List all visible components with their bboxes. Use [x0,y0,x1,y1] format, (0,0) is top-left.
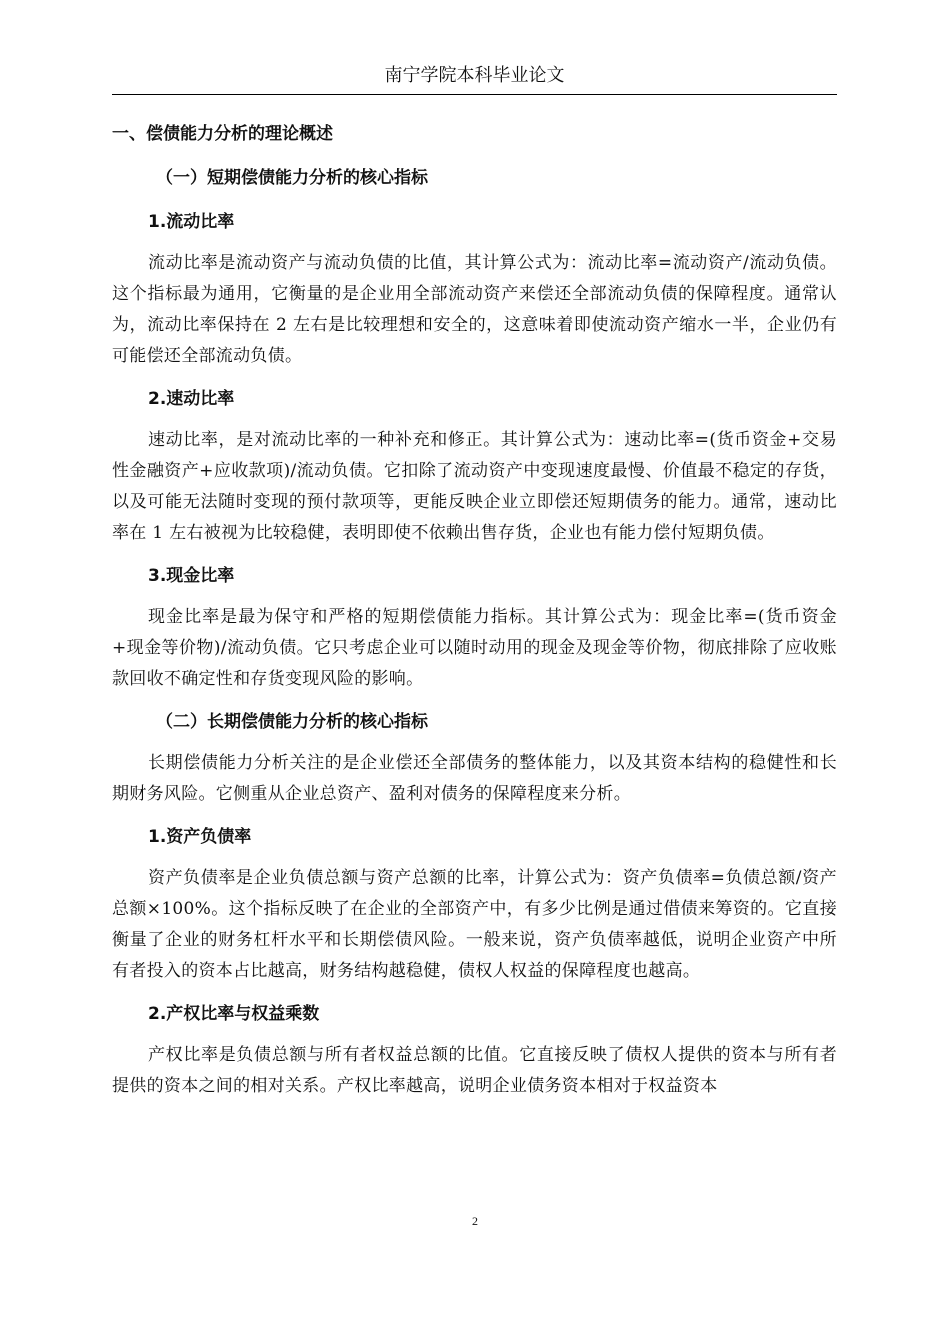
subsection-heading-equity-ratio: 2.产权比率与权益乘数 [148,1004,320,1024]
paragraph-long-term-intro: 长期偿债能力分析关注的是企业偿还全部债务的整体能力，以及其资本结构的稳健性和长期财务风险。它侧重从企业总资产、盈利对债务的保障程度来分析。 [112,753,837,804]
paragraph-equity-ratio: 产权比率是负债总额与所有者权益总额的比值。它直接反映了债权人提供的资本与所有者提供的资本之间的相对关系。产权比率越高，说明企业债务资本相对于权益资本 [112,1045,837,1096]
subsection-heading-current-ratio: 1.流动比率 [148,212,235,232]
header-title: 南宁学院本科毕业论文 [384,65,565,86]
document-body [112,116,837,1111]
section-heading-long-term: （二）长期偿债能力分析的核心指标 [156,712,428,732]
paragraph-cash-ratio: 现金比率是最为保守和严格的短期偿债能力指标。其计算公式为：现金比率=(货币资金+现金等价物)/流动负债。它只考虑企业可以随时动用的现金及现金等价物，彻底排除了应收账款回收不确定性和存货变现风险的影响。 [112,607,837,689]
subsection-heading-debt-ratio: 1.资产负债率 [148,827,252,847]
subsection-heading-cash-ratio: 3.现金比率 [148,566,235,586]
chapter-heading: 一、偿债能力分析的理论概述 [112,124,333,144]
paragraph-current-ratio: 流动比率是流动资产与流动负债的比值，其计算公式为：流动比率=流动资产/流动负债。这个指标最为通用，它衡量的是企业用全部流动资产来偿还全部流动负债的保障程度。通常认为，流动比率保持在 2 左右是比较理想和安全的，这意味着即使流动资产缩水一半，企业仍有可能偿还全部流动负债。 [112,253,837,366]
paragraph-quick-ratio: 速动比率，是对流动比率的一种补充和修正。其计算公式为：速动比率=(货币资金+交易性金融资产+应收款项)/流动负债。它扣除了流动资产中变现速度最慢、价值最不稳定的存货，以及可能无法随时变现的预付款项等，更能反映企业立即偿还短期债务的能力。通常，速动比率在 1 左右被视为比较稳健，表明即使不依赖出售存货，企业也有能力偿付短期负债。 [112,430,837,543]
page-header [112,62,837,95]
page-number: 2 [472,1214,478,1228]
subsection-heading-quick-ratio: 2.速动比率 [148,389,235,409]
section-heading-short-term: （一）短期偿债能力分析的核心指标 [156,168,428,188]
paragraph-debt-ratio: 资产负债率是企业负债总额与资产总额的比率，计算公式为：资产负债率=负债总额/资产总额×100%。这个指标反映了在企业的全部资产中，有多少比例是通过借债来筹资的。它直接衡量了企业的财务杠杆水平和长期偿债风险。一般来说，资产负债率越低，说明企业资产中所有者投入的资本占比越高，财务结构越稳健，债权人权益的保障程度也越高。 [112,868,837,981]
